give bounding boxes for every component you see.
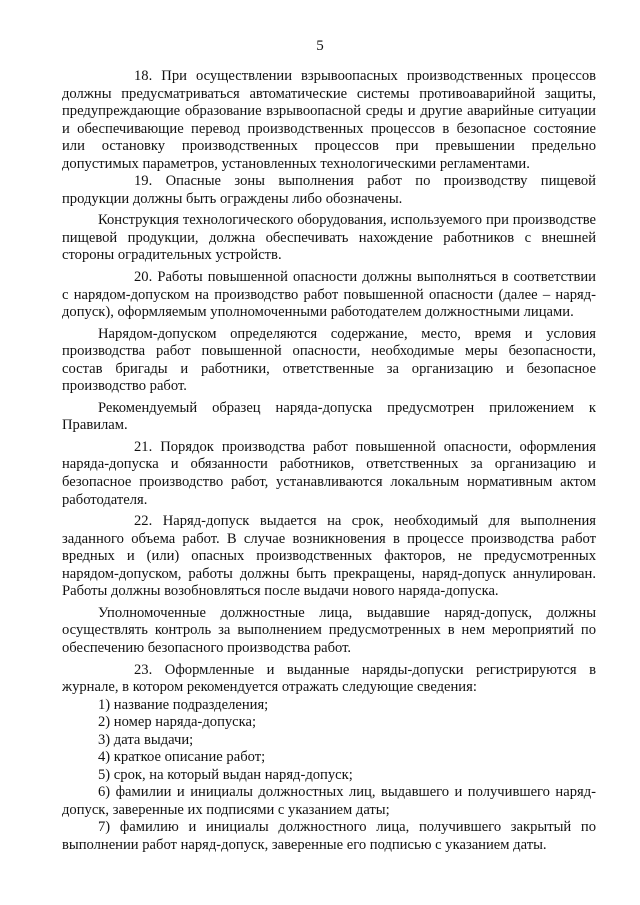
paragraph-20-continued: Нарядом-допуском определяются содержание, место, время и условия производства работ повышенной опасности, необходимые меры безопасности, состав бригады и работники, ответственные за организацию и безопасное производство работ. — [62, 325, 596, 395]
paragraph-23 — [62, 662, 596, 697]
paragraph-22-continued: Уполномоченные должностные лица, выдавшие наряд-допуск, должны осуществлять контроль за выполнением предусмотренных в нем мероприятий по обеспечению безопасного производства работ. — [62, 604, 596, 656]
paragraph-text: Опасные зоны выполнения работ по производству пищевой продукции должны быть ограждены либо обозначены. — [62, 173, 596, 207]
paragraph-20-appendix-note: Рекомендуемый образец наряда-допуска предусмотрен приложением к Правилам. — [62, 399, 596, 434]
paragraph-19 — [62, 173, 596, 208]
list-item-2: 2) номер наряда-допуска; — [98, 714, 257, 731]
page-number: 5 — [316, 38, 324, 54]
paragraph-text: Оформленные и выданные наряды-допуски регистрируются в журнале, в котором рекомендуется отражать следующие сведения: — [62, 661, 596, 696]
paragraph-number: 18. — [134, 68, 153, 84]
paragraph-text: Наряд-допуск выдается на срок, необходимый для выполнения заданного объема работ. В случае возникновения в процессе производства работ вредных и (или) опасных производственных факторов, не предусмотренных нарядом-допуском, работы должны быть прекращены, наряд-допуск аннулирован. Работы должны возобновляться после выдачи нового наряда-допуска. — [62, 513, 596, 600]
list-item-7: 7) фамилию и инициалы должностного лица, получившего закрытый по выполнении работ наряд-допуск, заверенные его подписью с указанием даты. — [62, 819, 596, 853]
list-item-6: 6) фамилии и инициалы должностных лиц, выдавшего и получившего наряд-допуск, заверенные их подписями с указанием даты; — [62, 784, 596, 818]
paragraph-number: 23. — [134, 661, 153, 678]
paragraph-number: 21. — [134, 438, 153, 455]
paragraph-number: 19. — [134, 173, 153, 190]
list-item-3: 3) дата выдачи; — [98, 731, 194, 748]
paragraph-19-continued: Конструкция технологического оборудования, используемого при производстве пищевой продукции, должна обеспечивать нахождение работников с внешней стороны оградительных устройств. — [62, 212, 596, 264]
paragraph-21 — [62, 439, 596, 509]
paragraph-text: При осуществлении взрывоопасных производственных процессов должны предусматриваться автоматические системы противоаварийной защиты, предупреждающие образование взрывоопасной среды и другие аварийные ситуации и обеспечивающие перевод производственных процессов в безопасное состояние или остановку производственных процессов при превышении предельно допустимых параметров, установленных технологическими регламентами. — [62, 68, 597, 172]
paragraph-number: 20. — [134, 269, 153, 286]
paragraph-text: Порядок производства работ повышенной опасности, оформления наряда-допуска и обязанности работников, ответственных за организацию и безопасное производство работ, устанавливаются локальным нормативным актом работодателя. — [62, 438, 596, 508]
paragraph-18 — [62, 68, 596, 173]
list-item-1: 1) название подразделения; — [98, 696, 269, 713]
paragraph-22 — [62, 513, 596, 601]
list-item-5: 5) срок, на который выдан наряд-допуск; — [98, 766, 353, 783]
paragraph-number: 22. — [134, 513, 153, 530]
document-body — [62, 68, 596, 855]
list-item-4: 4) краткое описание работ; — [98, 749, 266, 766]
paragraph-20 — [62, 269, 596, 322]
paragraph-text: Работы повышенной опасности должны выполняться в соответствии с нарядом-допуском на производство работ повышенной опасности (далее – наряд-допуск), оформляемым уполномоченными работодателем должностными лицами. — [62, 269, 596, 321]
